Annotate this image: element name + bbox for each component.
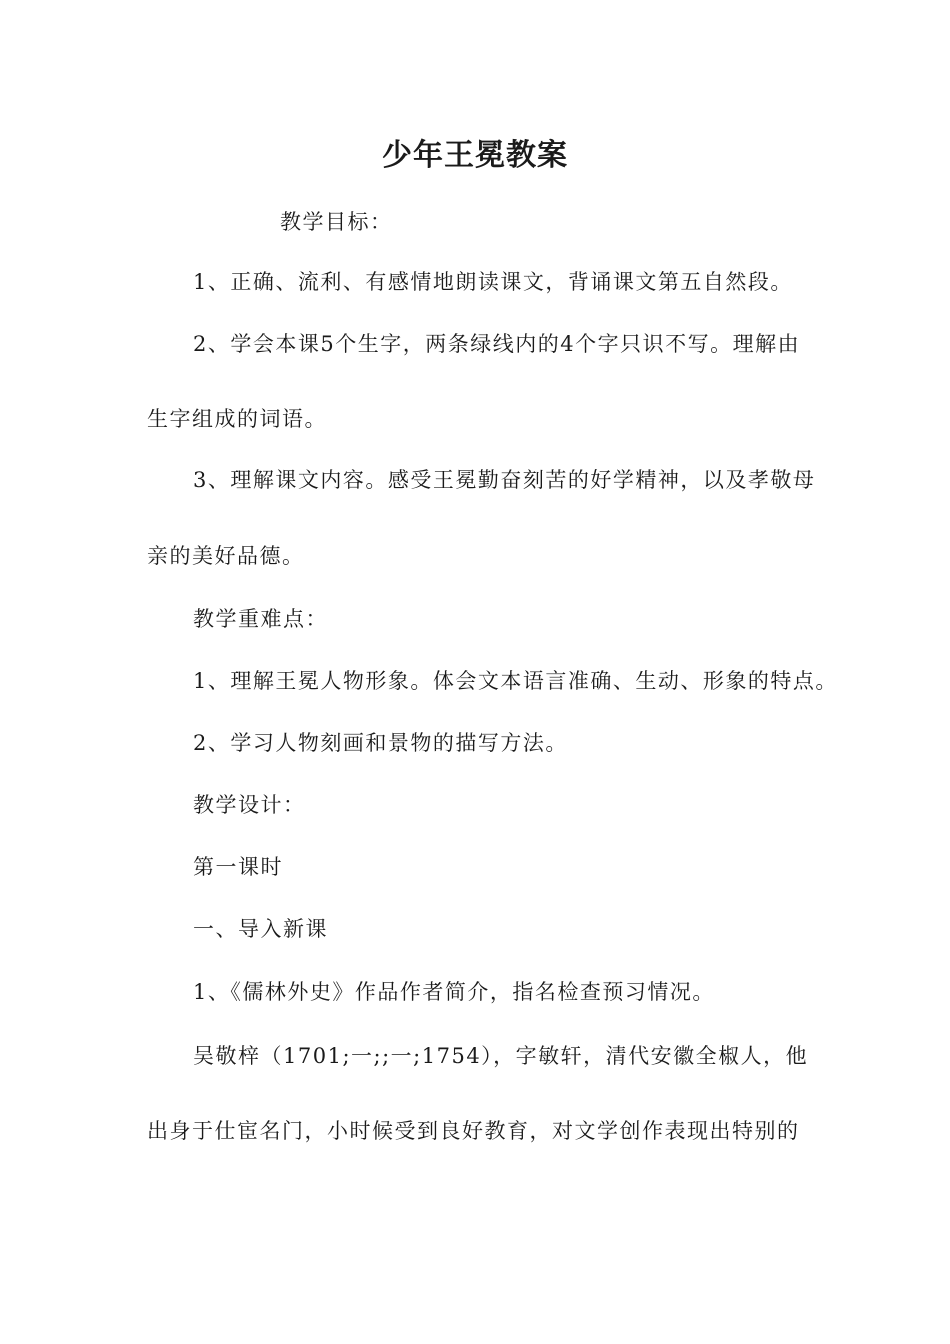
heading-key-points: 教学重难点： <box>193 607 328 631</box>
key-point-1: 1、理解王冕人物形象。体会文本语言准确、生动、形象的特点。 <box>193 669 838 693</box>
author-paragraph-cont: 出身于仕宦名门，小时候受到良好教育，对文学创作表现出特别的 <box>147 1119 800 1143</box>
goal-item-3: 3、理解课文内容。感受王冕勤奋刻苦的好学精神，以及孝敬母 <box>193 468 816 492</box>
author-paragraph: 吴敬梓（1701;一;;一;1754），字敏轩，清代安徽全椒人，他 <box>193 1044 809 1068</box>
section-introduction: 一、导入新课 <box>193 917 328 941</box>
heading-teaching-goals: 教学目标： <box>280 210 393 234</box>
document-title: 少年王冕教案 <box>382 138 568 173</box>
key-point-2: 2、学习人物刻画和景物的描写方法。 <box>193 731 568 755</box>
goal-item-3-cont: 亲的美好品德。 <box>147 544 305 568</box>
goal-item-2-cont: 生字组成的词语。 <box>147 407 327 431</box>
goal-item-1: 1、正确、流利、有感情地朗读课文，背诵课文第五自然段。 <box>193 270 793 294</box>
intro-item-1: 1、《儒林外史》作品作者简介，指名检查预习情况。 <box>193 980 715 1004</box>
heading-first-lesson: 第一课时 <box>193 855 283 879</box>
goal-item-2: 2、学会本课5个生字，两条绿线内的4个字只识不写。理解由 <box>193 332 801 356</box>
heading-teaching-design: 教学设计： <box>193 793 306 817</box>
